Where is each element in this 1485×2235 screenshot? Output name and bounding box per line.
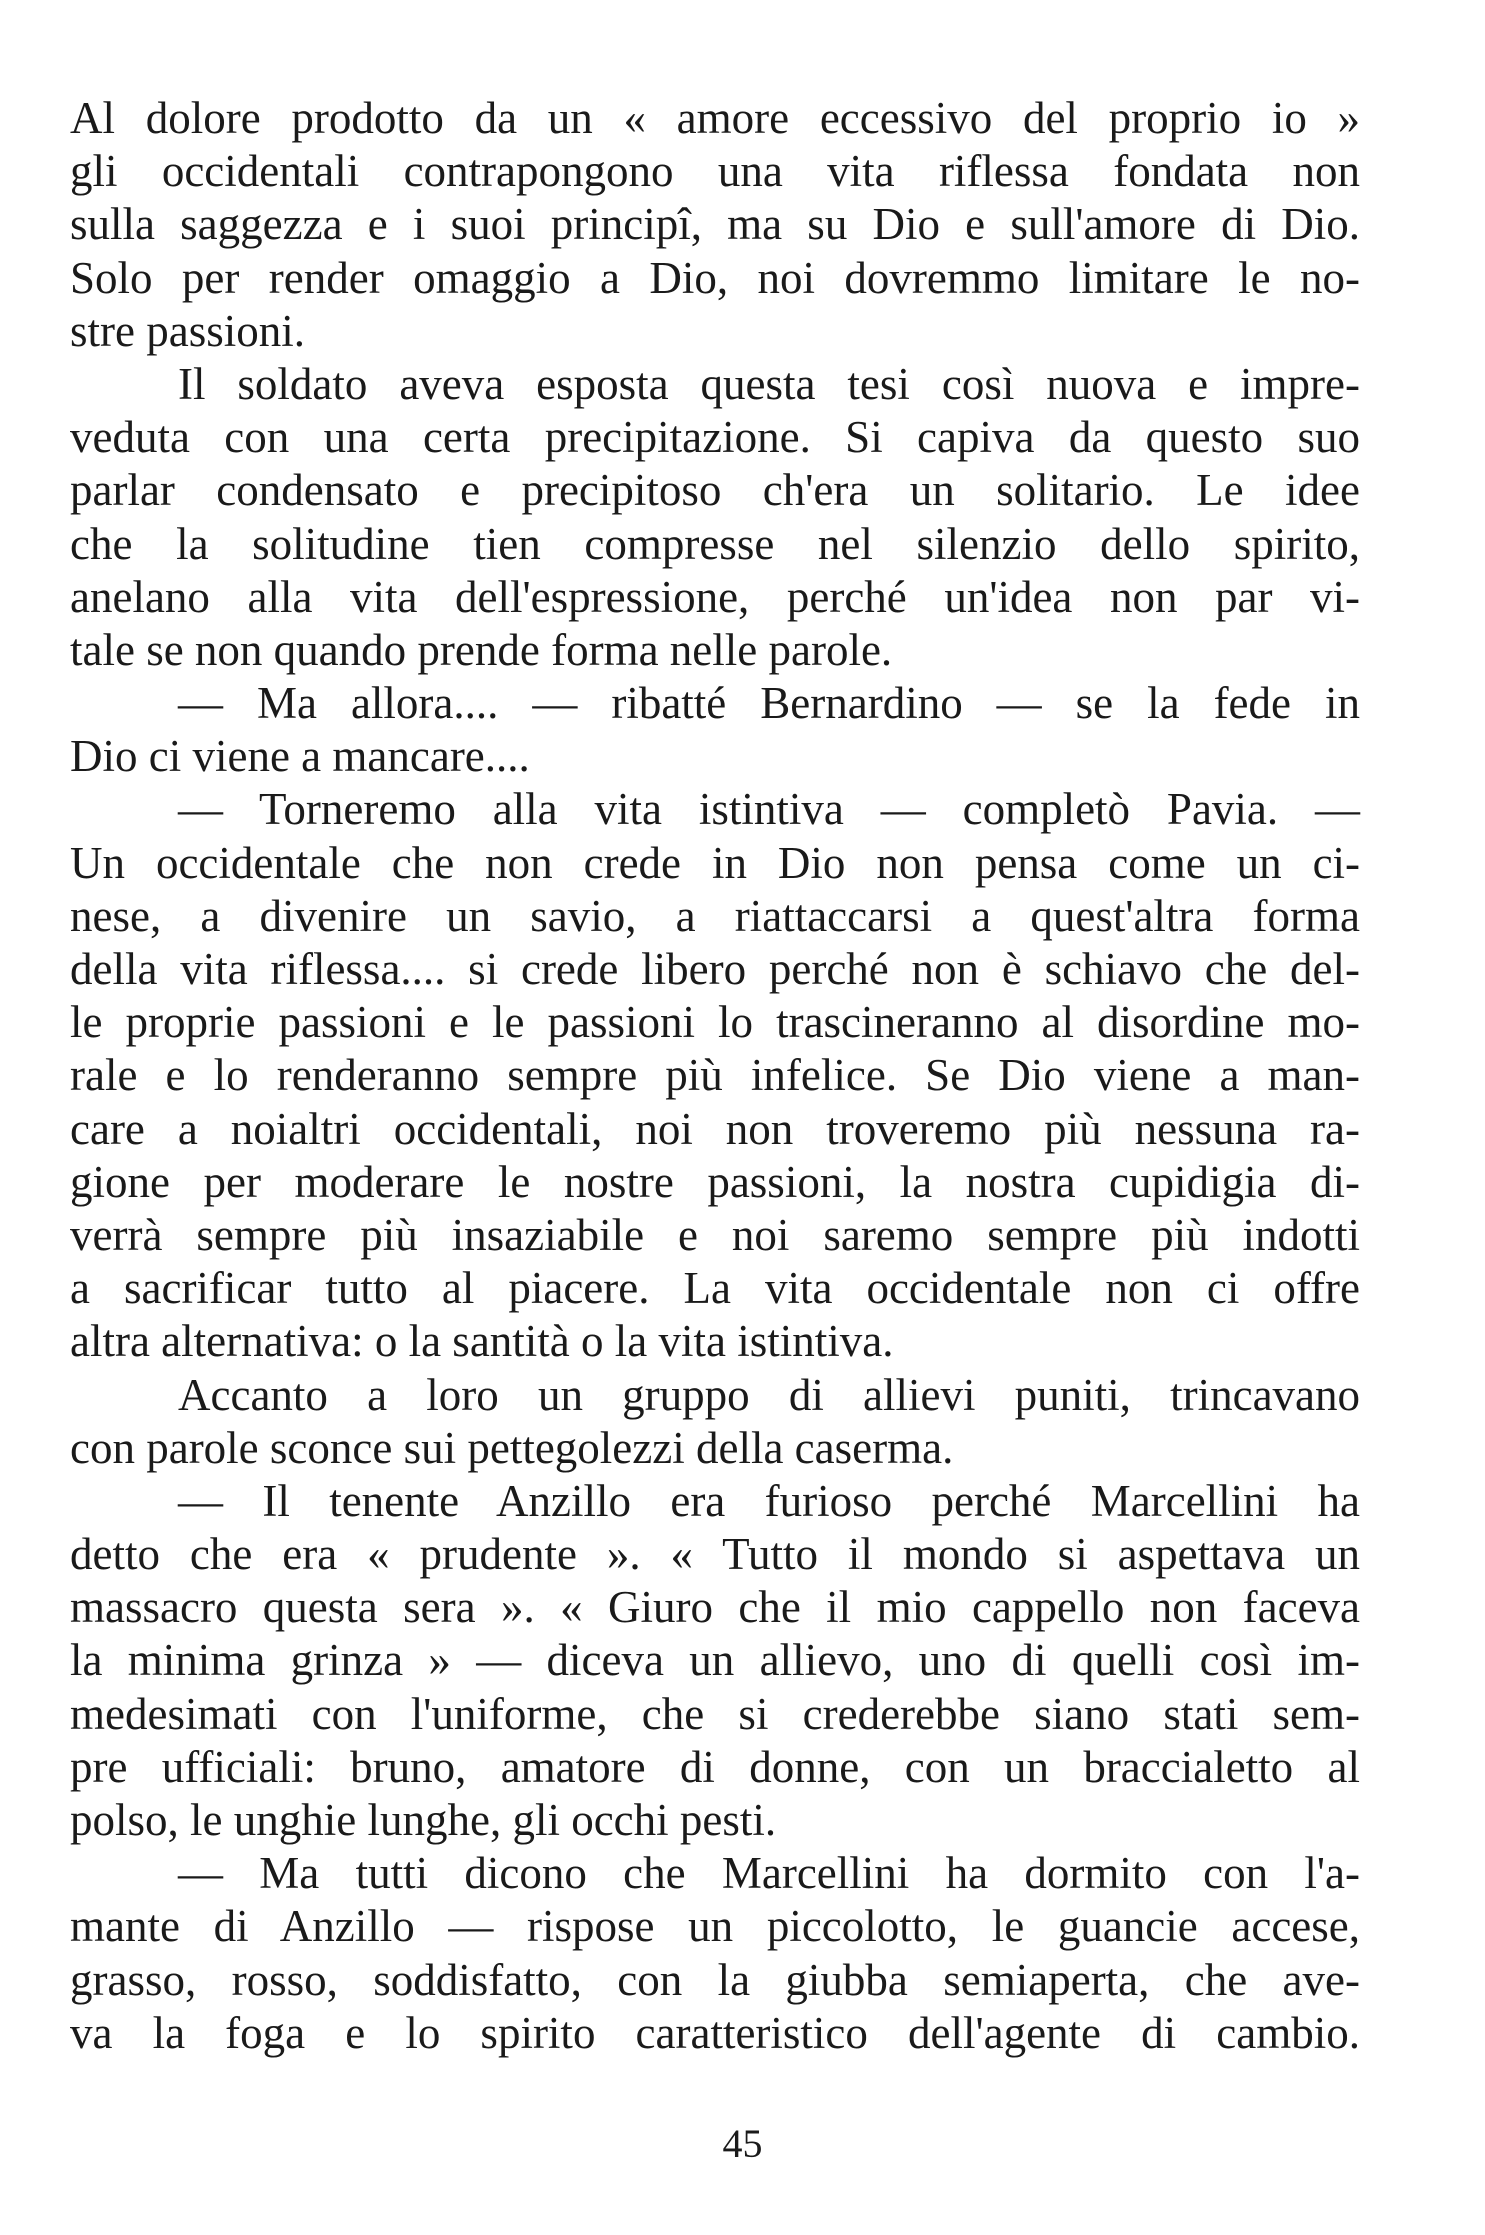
text-line: Solo per render omaggio a Dio, noi dovremmo limitare le no- (70, 252, 1360, 303)
text-line: verrà sempre più insaziabile e noi saremo sempre più indotti (70, 1209, 1361, 1260)
text-line: le proprie passioni e le passioni lo trascineranno al disordine mo- (70, 997, 1360, 1048)
text-line: care a noialtri occidentali, noi non troveremo più nessuna ra- (70, 1103, 1360, 1154)
text-line: a sacrificar tutto al piacere. La vita occidentale non ci offre (70, 1263, 1360, 1314)
text-line: sulla saggezza e i suoi principî, ma su Dio e sull'amore di Dio. (70, 199, 1361, 250)
text-line: Il soldato aveva esposta questa tesi così nuova e impre- (178, 358, 1360, 409)
body-text (70, 92, 1360, 2060)
text-line: — Ma allora.... — ribatté Bernardino — se la fede in (178, 678, 1360, 729)
text-line: massacro questa sera ». « Giuro che il mio cappello non faceva (70, 1582, 1361, 1633)
text-line: mante di Anzillo — rispose un piccolotto, le guancie accese, (70, 1901, 1361, 1952)
text-line: che la solitudine tien compresse nel silenzio dello spirito, (70, 518, 1360, 569)
text-line: pre ufficiali: bruno, amatore di donne, con un braccialetto al (70, 1741, 1360, 1792)
text-line: — Il tenente Anzillo era furioso perché Marcellini ha (178, 1475, 1361, 1526)
text-line: va la foga e lo spirito caratteristico dell'agente di cambio. (70, 2007, 1360, 2058)
text-line: la minima grinza » — diceva un allievo, uno di quelli così im- (70, 1635, 1360, 1686)
page-number: 45 (722, 2121, 763, 2166)
text-line: Accanto a loro un gruppo di allievi puniti, trincavano (178, 1369, 1361, 1420)
text-line: medesimati con l'uniforme, che si crederebbe siano stati sem- (70, 1688, 1360, 1739)
text-line: Dio ci viene a mancare.... (70, 731, 530, 782)
text-line: gione per moderare le nostre passioni, la nostra cupidigia di- (70, 1156, 1361, 1207)
text-line: gli occidentali contrapongono una vita riflessa fondata non (70, 146, 1360, 197)
text-line: polso, le unghie lunghe, gli occhi pesti. (70, 1795, 777, 1845)
text-line: della vita riflessa.... si crede libero perché non è schiavo che del- (70, 944, 1360, 994)
text-line: grasso, rosso, soddisfatto, con la giubba semiaperta, che ave- (70, 1954, 1360, 2005)
text-line: nese, a divenire un savio, a riattaccarsi a quest'altra forma (70, 890, 1360, 941)
text-line: altra alternativa: o la santità o la vita istintiva. (70, 1316, 894, 1367)
text-line: parlar condensato e precipitoso ch'era un solitario. Le idee (70, 465, 1360, 516)
text-line: rale e lo renderanno sempre più infelice. Se Dio viene a man- (70, 1050, 1361, 1101)
text-line: con parole sconce sui pettegolezzi della caserma. (70, 1422, 954, 1473)
text-line: anelano alla vita dell'espressione, perché un'idea non par vi- (70, 571, 1361, 622)
text-line: — Ma tutti dicono che Marcellini ha dormito con l'a- (178, 1848, 1360, 1899)
text-line: detto che era « prudente ». « Tutto il mondo si aspettava un (70, 1529, 1360, 1580)
text-line: veduta con una certa precipitazione. Si capiva da questo suo (70, 412, 1360, 463)
text-line: tale se non quando prende forma nelle parole. (70, 624, 893, 675)
text-line: Al dolore prodotto da un « amore eccessivo del proprio io » (70, 93, 1361, 143)
text-line: — Torneremo alla vita istintiva — completò Pavia. — (178, 784, 1361, 835)
text-line: Un occidentale che non crede in Dio non pensa come un ci- (70, 837, 1361, 888)
text-line: stre passioni. (70, 305, 305, 356)
